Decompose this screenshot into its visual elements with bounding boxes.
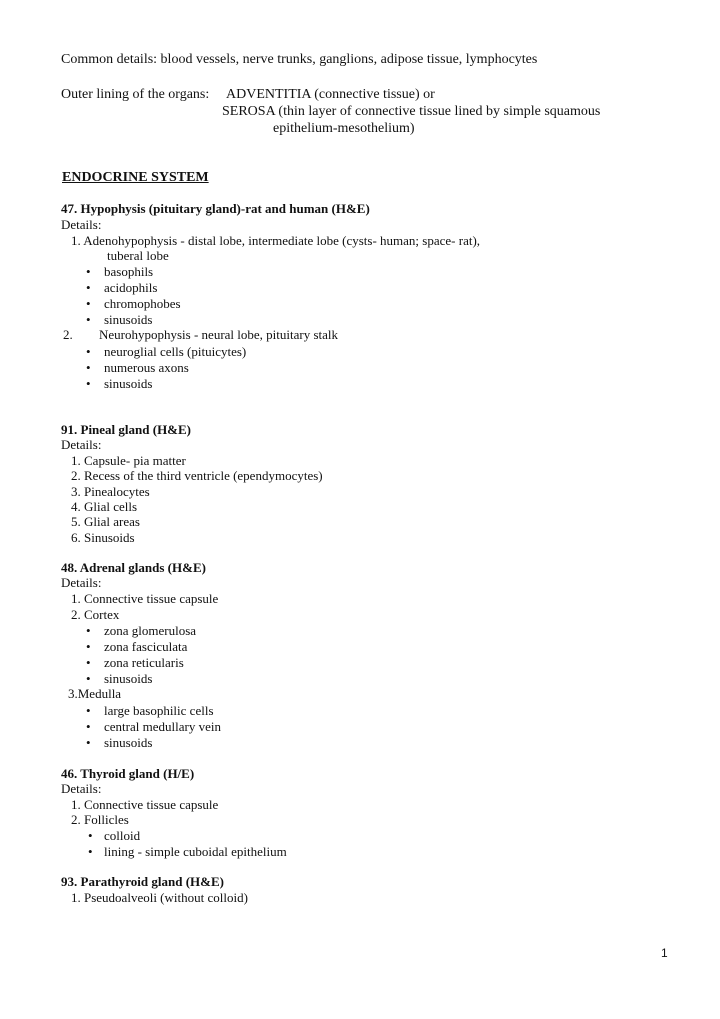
s91-details: Details: [61,437,102,452]
s47-item1-cont: tuberal lobe [107,248,169,263]
list-item: acidophils [104,280,158,295]
list-item: 2. Recess of the third ventricle (ependymocytes) [71,468,323,483]
bullet-icon: • [86,264,91,279]
list-item: 5. Glial areas [71,514,140,529]
s47-title: 47. Hypophysis (pituitary gland)-rat and human (H&E) [61,201,370,216]
s93-item1: 1. Pseudoalveoli (without colloid) [71,890,248,905]
list-item: chromophobes [104,296,181,311]
s46-item1: 1. Connective tissue capsule [71,797,219,812]
s48-item3: 3.Medulla [68,686,122,701]
bullet-icon: • [86,296,91,311]
bullet-icon: • [86,360,91,375]
outer-lining-adventitia: ADVENTITIA (connective tissue) or [226,87,435,102]
bullet-icon: • [86,280,91,295]
s93-title: 93. Parathyroid gland (H&E) [61,874,224,889]
list-item: lining - simple cuboidal epithelium [104,844,287,859]
bullet-icon: • [86,312,91,327]
outer-lining-label: Outer lining of the organs: [61,87,210,102]
bullet-icon: • [86,703,91,718]
list-item: 3. Pinealocytes [71,484,150,499]
list-item: sinusoids [104,735,153,750]
bullet-icon: • [86,623,91,638]
bullet-icon: • [88,844,93,859]
s91-title: 91. Pineal gland (H&E) [61,422,192,437]
list-item: zona glomerulosa [104,623,197,638]
list-item: 1. Capsule- pia matter [71,453,186,468]
s47-item2-num: 2. [63,327,73,342]
bullet-icon: • [86,376,91,391]
list-item: large basophilic cells [104,703,214,718]
s47-item2: Neurohypophysis - neural lobe, pituitary stalk [99,327,339,342]
s48-item1: 1. Connective tissue capsule [71,591,219,606]
page-number: 1 [661,946,668,960]
list-item: numerous axons [104,360,189,375]
common-details: Common details: blood vessels, nerve trunks, ganglions, adipose tissue, lymphocytes [61,52,538,67]
list-item: central medullary vein [104,719,221,734]
bullet-icon: • [86,719,91,734]
list-item: basophils [104,264,154,279]
s46-details: Details: [61,781,102,796]
s48-title: 48. Adrenal glands (H&E) [61,560,206,575]
list-item: 6. Sinusoids [71,530,135,545]
list-item: 4. Glial cells [71,499,138,514]
outer-lining-serosa: SEROSA (thin layer of connective tissue lined by simple squamous [222,104,601,119]
list-item: neuroglial cells (pituicytes) [104,344,247,359]
bullet-icon: • [86,735,91,750]
bullet-icon: • [86,671,91,686]
s46-title: 46. Thyroid gland (H/E) [61,766,195,781]
s48-item2: 2. Cortex [71,607,120,622]
s47-item1: 1. Adenohypophysis - distal lobe, intermediate lobe (cysts- human; space- rat), [71,233,481,248]
bullet-icon: • [86,639,91,654]
list-item: sinusoids [104,312,153,327]
list-item: zona reticularis [104,655,184,670]
outer-lining-serosa-cont: epithelium-mesothelium) [273,121,415,136]
s48-details: Details: [61,575,102,590]
list-item: zona fasciculata [104,639,188,654]
list-item: colloid [104,828,141,843]
s46-item2: 2. Follicles [71,812,129,827]
bullet-icon: • [86,655,91,670]
section-title: ENDOCRINE SYSTEM [62,170,209,185]
s47-details: Details: [61,217,102,232]
list-item: sinusoids [104,376,153,391]
bullet-icon: • [88,828,93,843]
list-item: sinusoids [104,671,153,686]
bullet-icon: • [86,344,91,359]
